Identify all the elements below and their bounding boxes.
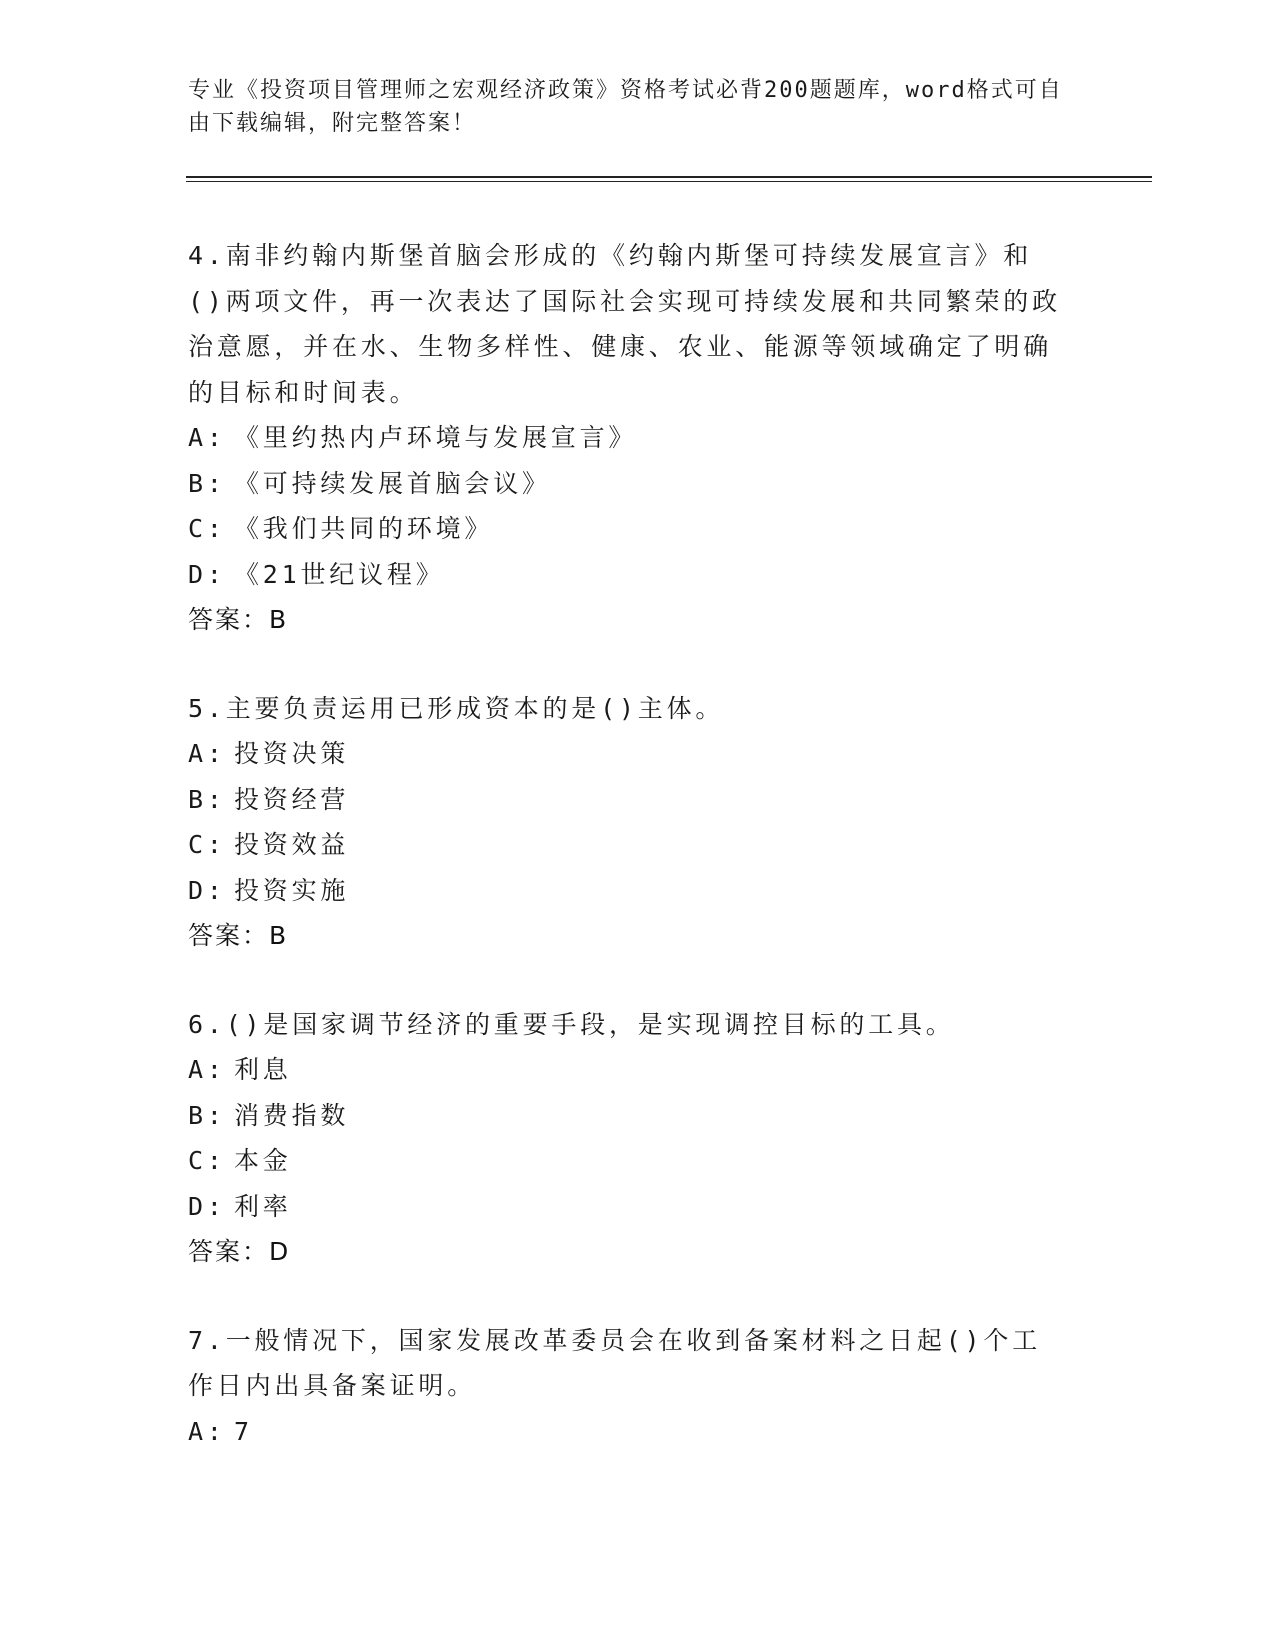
option-a bbox=[188, 1047, 1068, 1093]
answer-line: 答案：B bbox=[188, 921, 289, 950]
option-text: 《可持续发展首脑会议》 bbox=[234, 468, 551, 498]
option-text: 本金 bbox=[234, 1146, 292, 1175]
option-text: 投资决策 bbox=[234, 739, 350, 768]
option-d bbox=[188, 552, 1068, 598]
option-d bbox=[188, 868, 1068, 914]
option-key: C: bbox=[188, 1146, 226, 1175]
option-key: A: bbox=[188, 423, 226, 452]
option-a bbox=[188, 1409, 1068, 1455]
option-b bbox=[188, 1093, 1068, 1139]
option-key: A: bbox=[188, 739, 226, 768]
option-text: 利率 bbox=[234, 1191, 292, 1221]
option-key: D: bbox=[188, 1191, 226, 1221]
option-key: C: bbox=[188, 830, 226, 859]
option-text: 利息 bbox=[234, 1055, 292, 1084]
option-b bbox=[188, 777, 1068, 823]
header-rule-bottom bbox=[186, 181, 1152, 182]
option-text: 投资效益 bbox=[234, 830, 350, 859]
option-text: 投资经营 bbox=[234, 784, 350, 814]
option-text: 《里约热内卢环境与发展宣言》 bbox=[234, 423, 638, 452]
question-4 bbox=[188, 233, 1068, 643]
option-text: 7 bbox=[234, 1416, 253, 1446]
option-key: C: bbox=[188, 514, 226, 543]
question-7 bbox=[188, 1318, 1068, 1455]
option-text: 《我们共同的环境》 bbox=[234, 514, 494, 543]
header-rule-top bbox=[186, 176, 1152, 178]
question-6 bbox=[188, 1002, 1068, 1275]
option-key: A: bbox=[188, 1416, 226, 1446]
question-stem: 6.()是国家调节经济的重要手段，是实现调控目标的工具。 bbox=[188, 1009, 955, 1039]
document-header: 专业《投资项目管理师之宏观经济政策》资格考试必背200题题库，word格式可自由下载编辑，附完整答案！ bbox=[188, 78, 1063, 136]
option-text: 消费指数 bbox=[234, 1100, 350, 1130]
question-stem: 5.主要负责运用已形成资本的是()主体。 bbox=[188, 693, 725, 723]
answer-line: 答案：D bbox=[188, 1237, 291, 1266]
option-c bbox=[188, 506, 1068, 552]
answer-line: 答案：B bbox=[188, 605, 289, 634]
option-a bbox=[188, 415, 1068, 461]
option-key: A: bbox=[188, 1055, 226, 1084]
option-c bbox=[188, 822, 1068, 868]
option-key: D: bbox=[188, 875, 226, 905]
option-b bbox=[188, 461, 1068, 507]
option-text: 投资实施 bbox=[234, 875, 350, 905]
option-key: D: bbox=[188, 559, 226, 589]
option-a bbox=[188, 731, 1068, 777]
option-key: B: bbox=[188, 784, 226, 814]
option-text: 《21世纪议程》 bbox=[234, 559, 445, 589]
question-list bbox=[188, 233, 1068, 1497]
question-stem: 4.南非约翰内斯堡首脑会形成的《约翰内斯堡可持续发展宣言》和()两项文件，再一次表达了国际社会实现可持续发展和共同繁荣的政治意愿，并在水、生物多样性、健康、农业、能源等领域确定了明确的目标和时间表。 bbox=[188, 241, 1061, 407]
option-d bbox=[188, 1184, 1068, 1230]
option-c bbox=[188, 1138, 1068, 1184]
question-stem: 7.一般情况下，国家发展改革委员会在收到备案材料之日起()个工作日内出具备案证明。 bbox=[188, 1325, 1042, 1400]
option-key: B: bbox=[188, 468, 226, 498]
option-key: B: bbox=[188, 1100, 226, 1130]
question-5 bbox=[188, 686, 1068, 959]
